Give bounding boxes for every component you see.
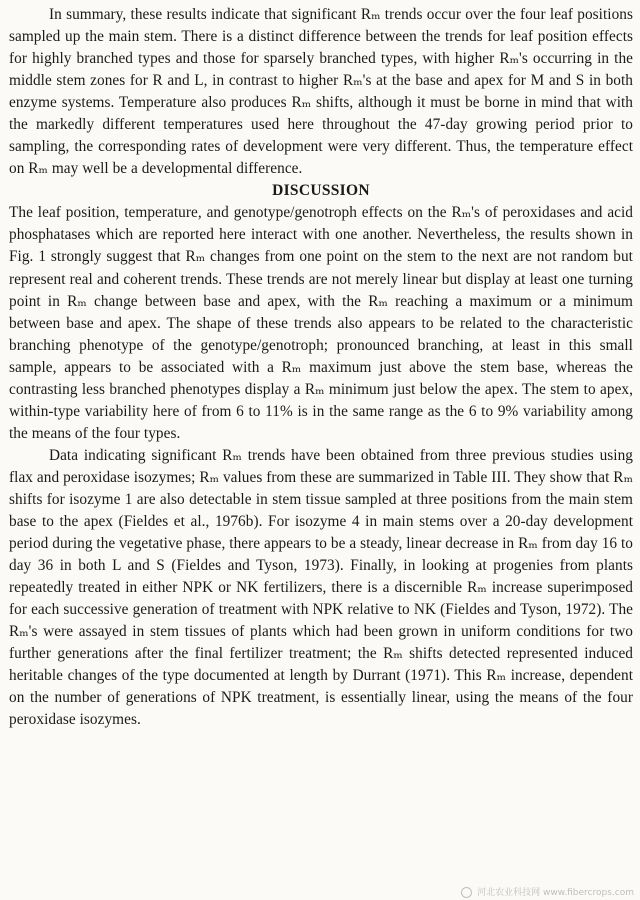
- watermark-text: 河北农业科技网 www.fibercrops.com: [477, 888, 634, 898]
- section-heading-discussion: DISCUSSION: [272, 182, 370, 200]
- watermark-logo-icon: [461, 887, 472, 898]
- discussion-paragraph-2: Data indicating significant Rₘ trends have been obtained from three previous studies using flax and peroxidase isozymes; Rₘ values from these are summarized in Table III. They show that Rₘ shifts for isozyme 1 are also detectable in stem tissue sampled at three positions from the main stem base to the apex (Fieldes et al., 1976b). For isozyme 4 in main stems over a 20-day development period during the vegetative phase, there appears to be a steady, linear decrease in Rₘ from day 16 to day 36 in both L and S (Fieldes and Tyson, 1973). Finally, in looking at progenies from plants repeatedly treated in either NPK or NK fertilizers, there is a discernible Rₘ increase superimposed for each successive generation of treatment with NPK relative to NK (Fieldes and Tyson, 1972). The Rₘ's were assayed in stem tissues of plants which had been grown in uniform conditions for two further generations after the final fertilizer treatment; the Rₘ shifts detected represented induced heritable changes of the type documented at length by Durrant (1971). This Rₘ increase, dependent on the number of generations of NPK treatment, is essentially linear, using the means of the four peroxidase isozymes.: [9, 446, 633, 729]
- discussion-paragraph-1: The leaf position, temperature, and genotype/genotroph effects on the Rₘ's of peroxidases and acid phosphatases which are reported here interact with one another. Nevertheless, the results shown in Fig. 1 strongly suggest that Rₘ changes from one point on the stem to the next are not random but represent real and coherent trends. These trends are not merely linear but display at least one turning point in Rₘ change between base and apex, with the Rₘ reaching a maximum or a minimum between base and apex. The shape of these trends also appears to be related to the characteristic branching phenotype of the genotype/genotroph; pronounced branching, at least in this small sample, appears to be associated with a Rₘ maximum just above the stem base, whereas the contrasting less branched phenotypes display a Rₘ minimum just below the apex. The stem to apex, within-type variability here of from 6 to 11% is in the same range as the 6 to 9% variability among the means of the four types.: [9, 204, 633, 442]
- summary-paragraph: In summary, these results indicate that significant Rₘ trends occur over the four leaf positions sampled up the main stem. There is a distinct difference between the trends for leaf position effects for highly branched types and those for sparsely branched types, with higher Rₘ's occurring in the middle stem zones for R and L, in contrast to higher Rₘ's at the base and apex for M and S in both enzyme systems. Temperature also produces Rₘ shifts, although it must be borne in mind that with the markedly different temperatures used here throughout the 47-day growing period prior to sampling, the corresponding rates of development were very different. Thus, the temperature effect on Rₘ may well be a developmental difference.: [9, 6, 633, 178]
- document-page: [9, 0, 633, 732]
- watermark: [461, 885, 634, 898]
